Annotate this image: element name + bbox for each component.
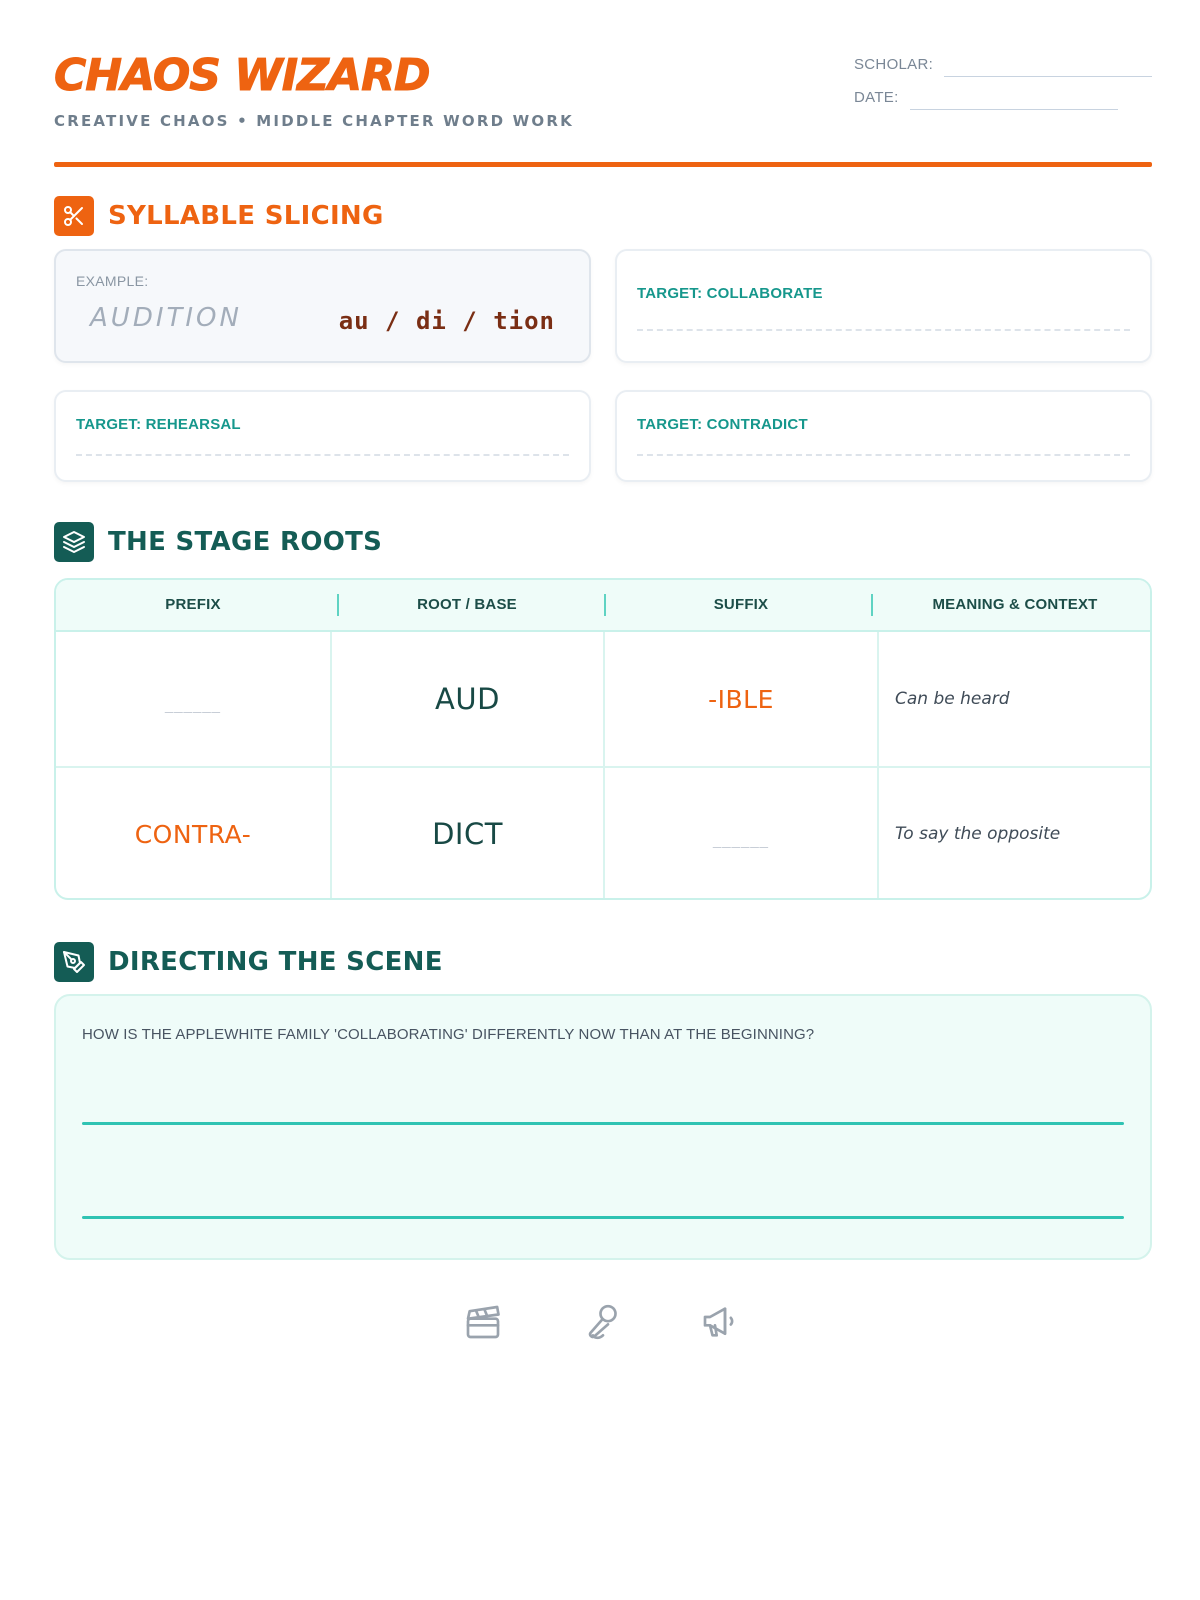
column-header-suffix: SUFFIX	[713, 596, 769, 613]
column-header-meaning: MEANING & CONTEXT	[932, 596, 1098, 613]
table-header	[56, 580, 1150, 632]
prefix-text: CONTRA-	[134, 819, 252, 849]
clapperboard-icon	[463, 1302, 503, 1342]
roots-table	[54, 578, 1152, 900]
example-card	[54, 249, 591, 363]
table-cell-suffix	[605, 632, 877, 766]
page-title: CHAOS WIZARD	[54, 50, 430, 101]
target-label: TARGET: COLLABORATE	[637, 285, 823, 302]
example-syllables: au / di / tion	[338, 307, 555, 335]
example-word: AUDITION	[90, 303, 242, 333]
answer-line[interactable]	[637, 454, 1130, 456]
table-cell-suffix[interactable]	[605, 768, 877, 900]
date-field[interactable]	[910, 109, 1118, 110]
table-cell-prefix[interactable]	[56, 632, 330, 766]
column-header-prefix: PREFIX	[165, 596, 221, 613]
table-cell-meaning: Can be heard	[895, 689, 1010, 709]
target-label: TARGET: REHEARSAL	[76, 416, 241, 433]
scene-response-box	[54, 994, 1152, 1260]
blank-suffix: ______	[712, 831, 770, 849]
scene-section-heading	[54, 942, 443, 982]
answer-line[interactable]	[82, 1216, 1124, 1219]
scene-question: HOW IS THE APPLEWHITE FAMILY 'COLLABORATING' DIFFERENTLY NOW THAN AT THE BEGINNING?	[82, 1026, 815, 1043]
table-cell-prefix	[56, 768, 330, 900]
page-subtitle: CREATIVE CHAOS • MIDDLE CHAPTER WORD WORK	[54, 112, 574, 130]
answer-line[interactable]	[637, 329, 1130, 331]
answer-line[interactable]	[76, 454, 569, 456]
pen-nib-icon	[54, 942, 94, 982]
layers-icon	[54, 522, 94, 562]
megaphone-icon	[700, 1302, 740, 1342]
table-cell-root	[332, 768, 603, 900]
table-cell-meaning: To say the opposite	[895, 824, 1061, 844]
scissors-icon	[54, 196, 94, 236]
root-text: AUD	[435, 682, 500, 716]
syllable-section-title: SYLLABLE SLICING	[108, 201, 384, 231]
blank-prefix: ______	[164, 696, 222, 714]
target-label: TARGET: CONTRADICT	[637, 416, 808, 433]
syllable-section-heading	[54, 196, 384, 236]
target-card-collaborate	[615, 249, 1152, 363]
scholar-field[interactable]	[944, 76, 1152, 77]
column-header-root: ROOT / BASE	[417, 596, 517, 613]
roots-section-title: THE STAGE ROOTS	[108, 527, 383, 557]
header-divider	[54, 162, 1152, 167]
scholar-label: SCHOLAR:	[854, 56, 934, 73]
microphone-icon	[583, 1302, 623, 1342]
scene-section-title: DIRECTING THE SCENE	[108, 947, 443, 977]
target-card-contradict	[615, 390, 1152, 482]
example-label: EXAMPLE:	[76, 273, 149, 289]
roots-section-heading	[54, 522, 382, 562]
date-label: DATE:	[854, 89, 899, 106]
header-separator	[871, 594, 873, 616]
target-card-rehearsal	[54, 390, 591, 482]
table-cell-root	[332, 632, 603, 766]
root-text: DICT	[432, 817, 503, 851]
suffix-text: -IBLE	[708, 684, 774, 714]
answer-line[interactable]	[82, 1122, 1124, 1125]
page-header	[54, 46, 1152, 176]
